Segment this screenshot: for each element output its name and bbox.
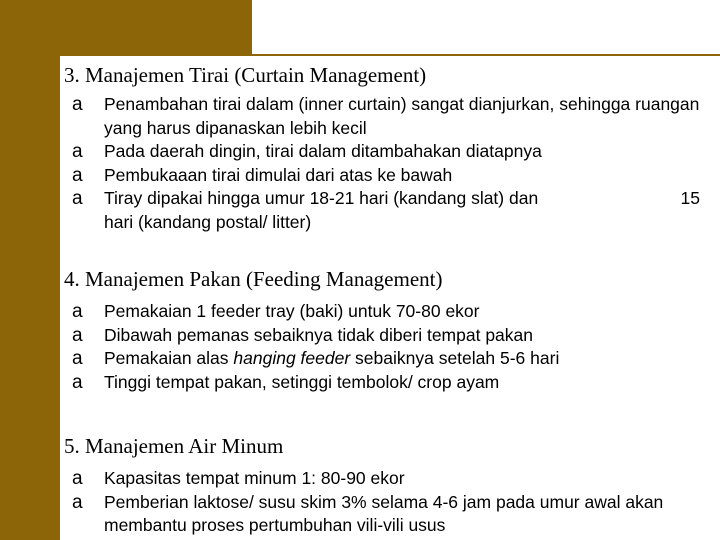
day-number: 15 bbox=[680, 188, 700, 208]
list-item bbox=[60, 371, 700, 395]
list-item-text: Kapasitas tempat minum 1: 80-90 ekor bbox=[104, 468, 405, 488]
accent-block bbox=[0, 0, 252, 56]
slide-content bbox=[60, 56, 720, 540]
section-5-list bbox=[60, 467, 700, 538]
lowercase-a-bullet-icon: a bbox=[72, 94, 83, 115]
lowercase-a-bullet-icon: a bbox=[72, 164, 83, 186]
lowercase-a-bullet-icon: a bbox=[72, 371, 83, 393]
list-item-italic-term: hanging feeder bbox=[233, 348, 351, 368]
list-item bbox=[60, 347, 700, 371]
lowercase-a-bullet-icon: a bbox=[72, 348, 83, 369]
list-item bbox=[60, 164, 700, 188]
list-item-text-continued: hari (kandang postal/ litter) bbox=[104, 211, 312, 232]
list-item-text: Tiray dipakai hingga umur 18-21 hari (kandang slat) dan bbox=[104, 188, 539, 208]
list-item-text: Pemakaian 1 feeder tray (baki) untuk 70-80 ekor bbox=[104, 301, 480, 321]
list-item bbox=[60, 140, 700, 164]
list-item bbox=[60, 187, 700, 234]
lowercase-a-bullet-icon: a bbox=[72, 491, 83, 513]
list-item-text: Pembukaaan tirai dimulai dari atas ke bawah bbox=[104, 164, 453, 185]
list-item-text: Penambahan tirai dalam (inner curtain) sangat dianjurkan, sehingga ruangan yang harus dipanaskan lebih kecil bbox=[104, 94, 700, 138]
accent-side-strip bbox=[0, 56, 60, 540]
list-item-text: Pada daerah dingin, tirai dalam ditambahakan diatapnya bbox=[104, 141, 542, 161]
section-4-heading: 4. Manajemen Pakan (Feeding Management) bbox=[64, 267, 443, 291]
section-3-heading: 3. Manajemen Tirai (Curtain Management) bbox=[64, 63, 427, 87]
lowercase-a-bullet-icon: a bbox=[72, 324, 83, 346]
section-4-list bbox=[60, 300, 700, 394]
lowercase-a-bullet-icon: a bbox=[72, 468, 83, 489]
list-item-text-part: Pemakaian alas bbox=[104, 348, 234, 368]
list-item bbox=[60, 300, 700, 324]
list-item-text: Tinggi tempat pakan, setinggi tembolok/ crop ayam bbox=[104, 371, 500, 392]
list-item bbox=[60, 324, 700, 348]
list-item-text bbox=[104, 348, 559, 368]
list-item-text-part: sebaiknya setelah 5-6 hari bbox=[350, 348, 560, 368]
list-item bbox=[60, 491, 700, 538]
lowercase-a-bullet-icon: a bbox=[72, 301, 83, 322]
section-3-list bbox=[60, 93, 700, 234]
lowercase-a-bullet-icon: a bbox=[72, 188, 83, 209]
section-5-heading: 5. Manajemen Air Minum bbox=[64, 434, 284, 458]
list-item bbox=[60, 93, 700, 140]
lowercase-a-bullet-icon: a bbox=[72, 141, 83, 162]
list-item-text: Dibawah pemanas sebaiknya tidak diberi tempat pakan bbox=[104, 324, 534, 345]
list-item bbox=[60, 467, 700, 491]
list-item-text: Pemberian laktose/ susu skim 3% selama 4-6 jam pada umur awal akan membantu proses pertumbuhan vili-vili usus bbox=[104, 491, 664, 535]
